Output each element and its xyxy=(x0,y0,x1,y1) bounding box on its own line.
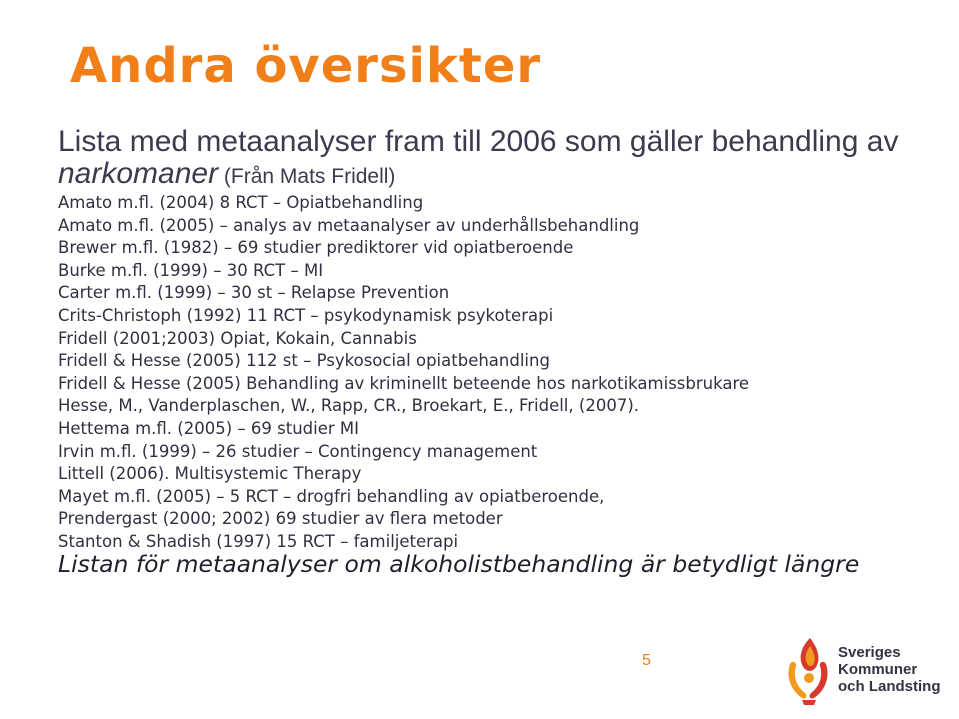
page-number: 5 xyxy=(642,652,651,669)
reference-item: Irvin m.fl. (1999) – 26 studier – Contingency management xyxy=(58,441,538,461)
intro-text xyxy=(58,126,938,193)
reference-item: Hettema m.fl. (2005) – 69 studier MI xyxy=(58,418,359,438)
reference-item: Prendergast (2000; 2002) 69 studier av flera metoder xyxy=(58,509,503,529)
intro-source: (Från Mats Fridell) xyxy=(218,165,396,188)
reference-item: Crits-Christoph (1992) 11 RCT – psykodynamisk psykoterapi xyxy=(58,305,554,325)
reference-list xyxy=(58,192,749,554)
reference-item: Fridell (2001;2003) Opiat, Kokain, Cannabis xyxy=(58,328,417,348)
intro-emphasis: narkomaner xyxy=(58,157,219,190)
reference-item: Burke m.fl. (1999) – 30 RCT – MI xyxy=(58,260,324,280)
reference-item: Carter m.fl. (1999) – 30 st – Relapse Prevention xyxy=(58,283,450,303)
reference-item: Brewer m.fl. (1982) – 69 studier prediktorer vid opiatberoende xyxy=(58,238,574,258)
reference-item: Fridell & Hesse (2005) 112 st – Psykosocial opiatbehandling xyxy=(58,351,550,371)
closing-statement: Listan för metaanalyser om alkoholistbehandling är betydligt längre xyxy=(58,550,860,578)
slide-title: Andra översikter xyxy=(70,38,542,94)
logo-line: Kommuner xyxy=(838,661,918,678)
reference-item: Littell (2006). Multisystemic Therapy xyxy=(58,464,362,484)
reference-item: Amato m.fl. (2004) 8 RCT – Opiatbehandling xyxy=(58,193,424,212)
skl-logo-text xyxy=(838,644,941,695)
reference-item: Stanton & Shadish (1997) 15 RCT – familjeterapi xyxy=(58,531,459,551)
reference-item: Mayet m.fl. (2005) – 5 RCT – drogfri behandling av opiatberoende, xyxy=(58,486,605,506)
logo-line: Sveriges xyxy=(838,644,901,661)
skl-emblem-icon xyxy=(780,634,836,706)
reference-item: Fridell & Hesse (2005) Behandling av kriminellt beteende hos narkotikamissbrukare xyxy=(58,373,750,393)
skl-logo xyxy=(780,630,950,708)
logo-line: och Landsting xyxy=(838,678,941,695)
intro-prefix: Lista med metaanalyser fram till 2006 som gäller behandling av xyxy=(58,125,899,158)
reference-item: Hesse, M., Vanderplaschen, W., Rapp, CR., Broekart, E., Fridell, (2007). xyxy=(58,396,639,416)
reference-item: Amato m.fl. (2005) – analys av metaanalyser av underhållsbehandling xyxy=(58,215,640,235)
